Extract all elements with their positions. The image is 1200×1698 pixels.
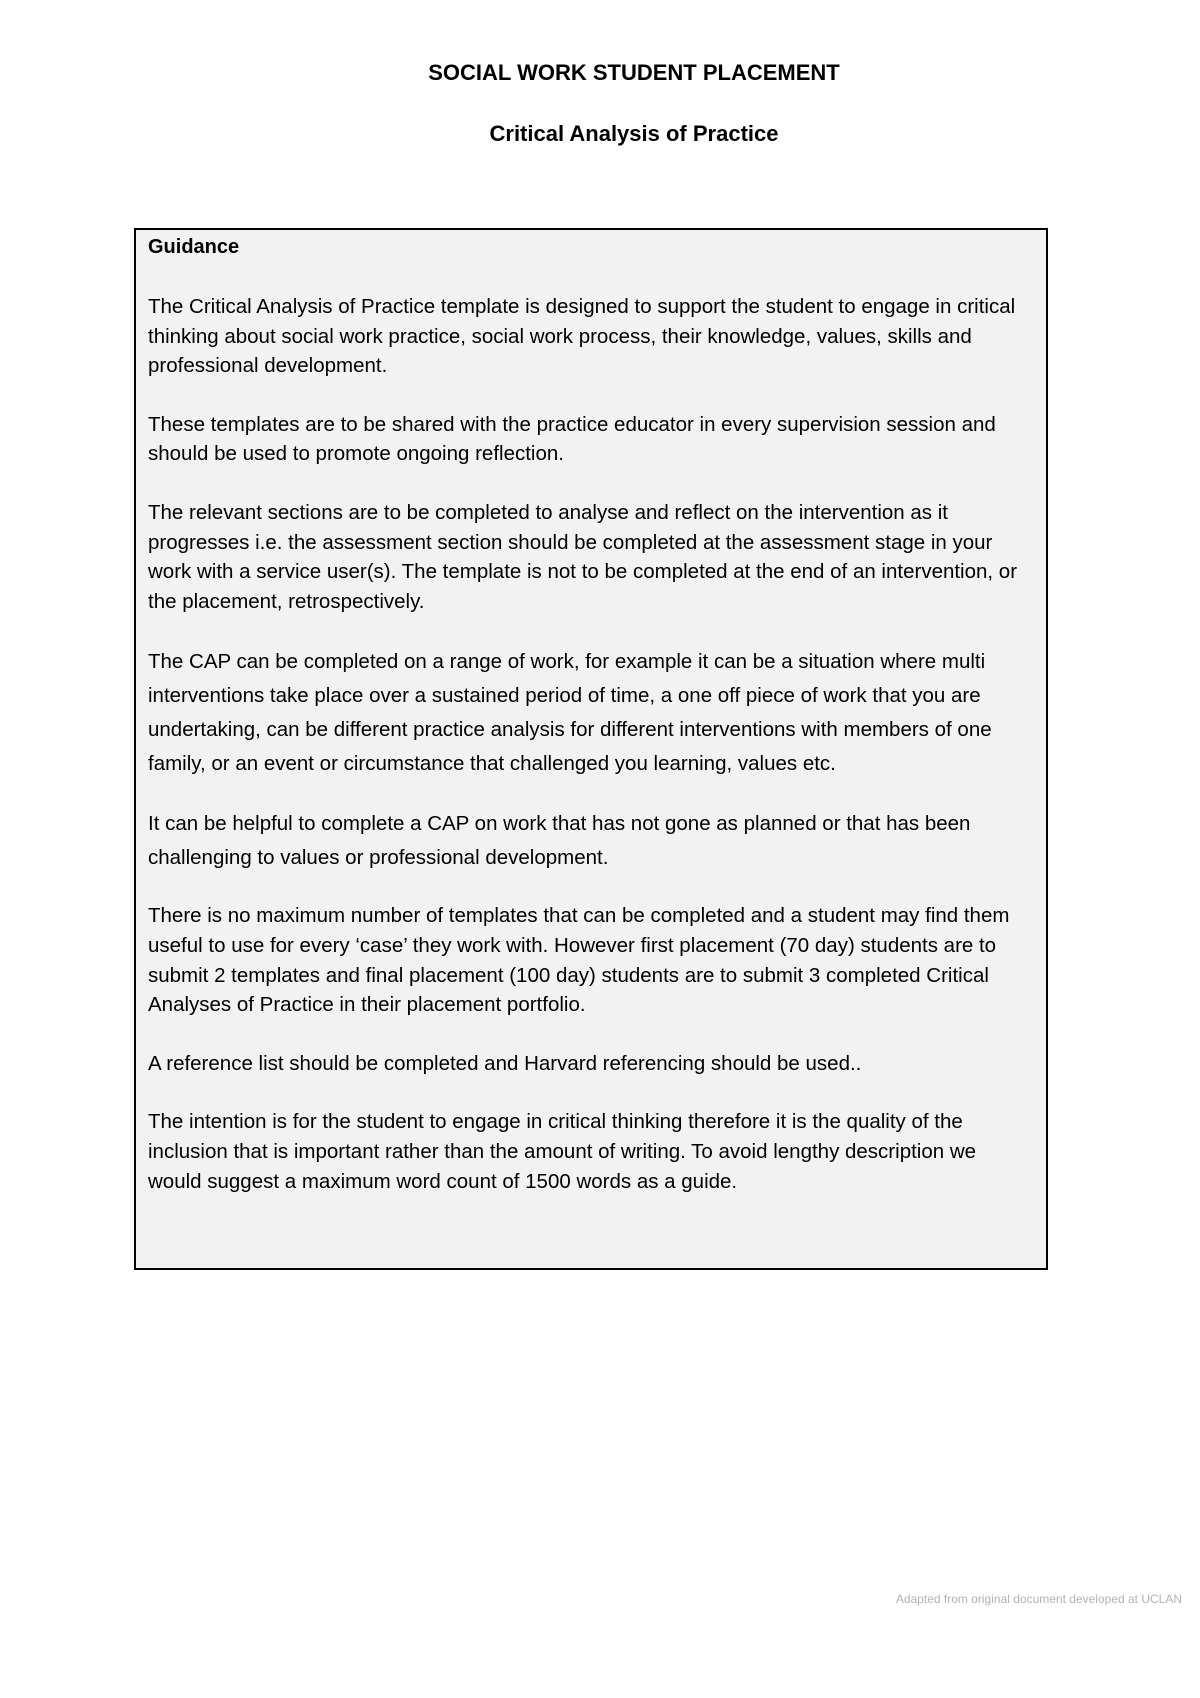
guidance-heading: Guidance	[148, 236, 240, 258]
page-title: SOCIAL WORK STUDENT PLACEMENT	[428, 60, 840, 85]
page-subtitle: Critical Analysis of Practice	[489, 121, 779, 146]
guidance-paragraph-sharing: These templates are to be shared with the practice educator in every supervision session and should be used to promote ongoing reflection.	[148, 412, 996, 466]
guidance-paragraph-word-count: The intention is for the student to engage in critical thinking therefore it is the quality of the inclusion that is important rather than the amount of writing. To avoid lengthy description we would suggest a maximum word count of 1500 words as a guide.	[148, 1110, 977, 1193]
guidance-paragraph-timing: The relevant sections are to be completed to analyse and reflect on the intervention as it progresses i.e. the assessment section should be completed at the assessment stage in your work with a service user(s). The template is not to be completed at the end of an intervention, or the placement, retrospectively.	[148, 500, 1018, 613]
guidance-paragraph-quantity: There is no maximum number of templates that can be completed and a student may find them useful to use for every ‘case’ they work with. However first placement (70 day) students are to submit 2 templates and final placement (100 day) students are to submit 3 completed Critical Analyses of Practice in their placement portfolio.	[148, 904, 1010, 1017]
guidance-paragraph-scope: The CAP can be completed on a range of work, for example it can be a situation where multi interventions take place over a sustained period of time, a one off piece of work that you are undertaking, can be different practice analysis for different interventions with members of one family, or an event or circumstance that challenged you learning, values etc.	[148, 650, 992, 776]
guidance-paragraph-references: A reference list should be completed and Harvard referencing should be used..	[148, 1051, 862, 1075]
footer-attribution: Adapted from original document developed at UCLAN	[895, 1592, 1182, 1606]
guidance-paragraph-purpose: The Critical Analysis of Practice template is designed to support the student to engage in critical thinking about social work practice, social work process, their knowledge, values, skills and professional development.	[148, 295, 1016, 378]
guidance-paragraph-challenges: It can be helpful to complete a CAP on work that has not gone as planned or that has been challenging to values or professional development.	[148, 812, 971, 870]
guidance-box	[134, 228, 1048, 1270]
